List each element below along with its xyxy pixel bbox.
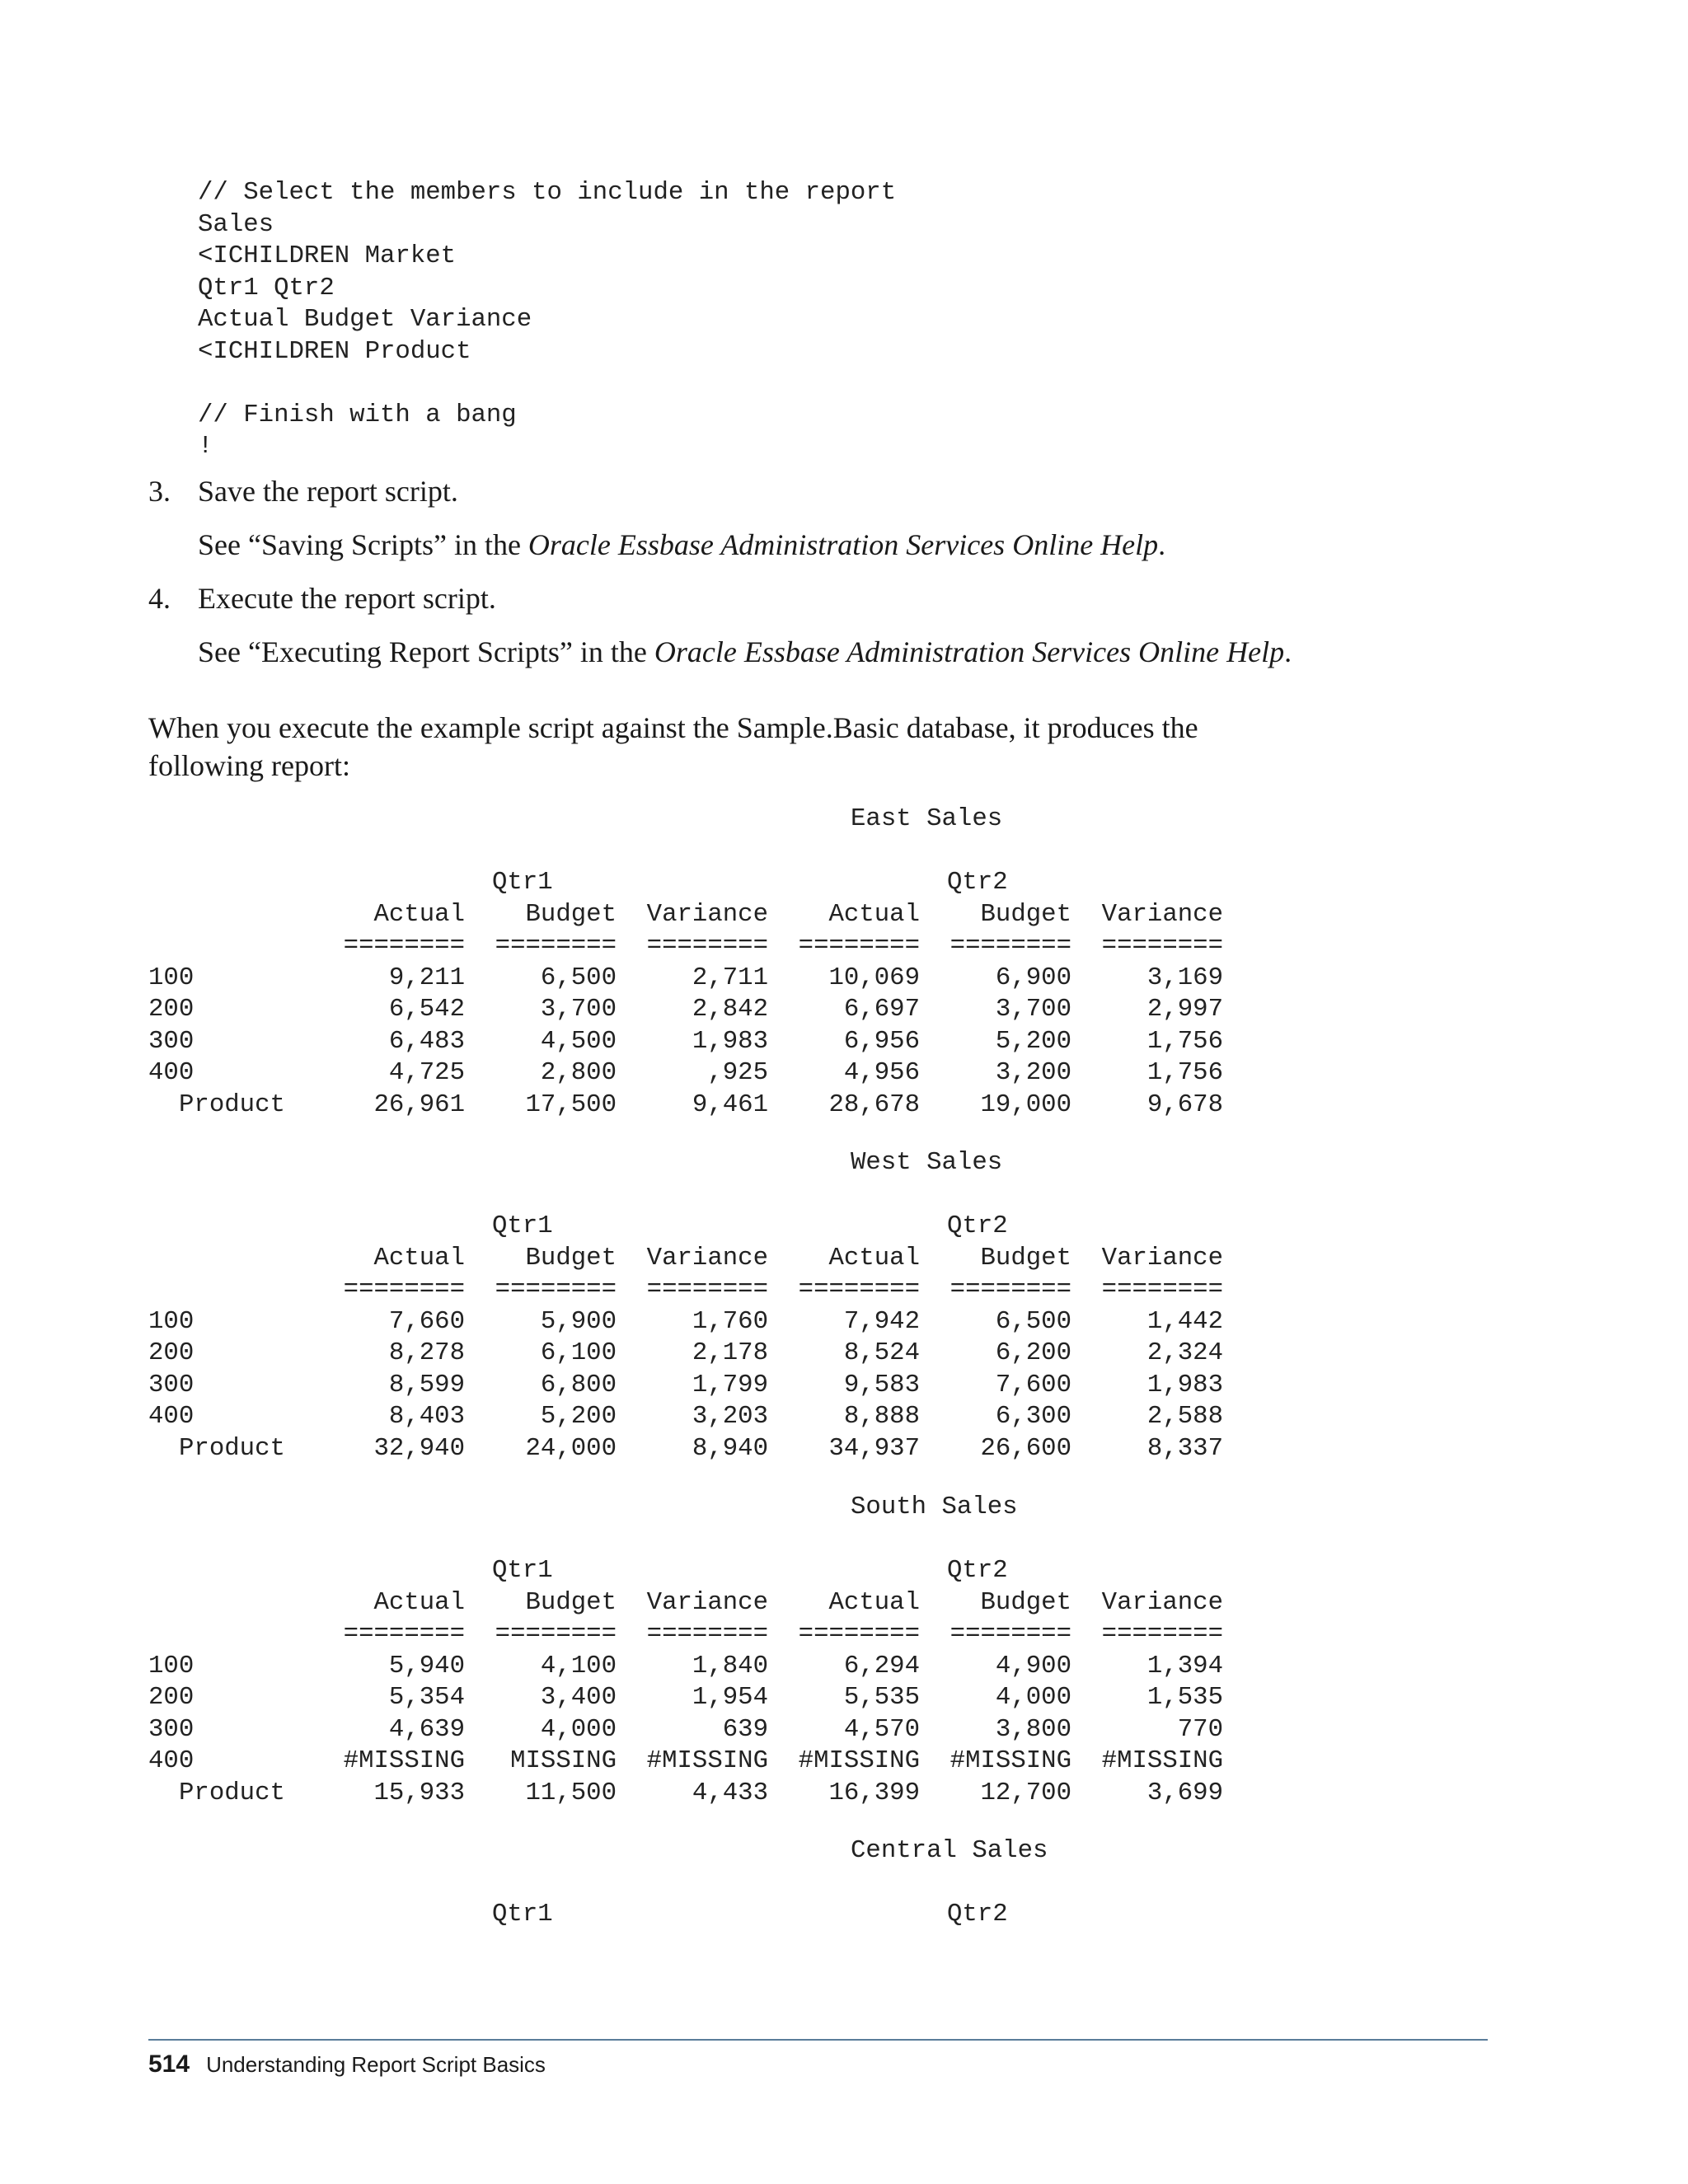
table-cell: 2,842 <box>692 995 768 1024</box>
table-cell: 6,483 <box>388 1026 465 1056</box>
table-cell: 6,500 <box>995 1306 1071 1336</box>
page-footer <box>148 2050 546 2079</box>
row-label: 400 <box>148 1746 195 1775</box>
table-cell: 9,211 <box>388 963 465 992</box>
row-label: Product <box>179 1090 285 1119</box>
row-label: 200 <box>148 1338 195 1367</box>
table-cell: 5,940 <box>388 1651 465 1680</box>
table-cell: 4,433 <box>692 1778 768 1807</box>
blank-cell <box>148 930 313 963</box>
table-cell: 1,983 <box>692 1026 768 1056</box>
row-label: 300 <box>148 1370 195 1399</box>
row-label: 300 <box>148 1714 195 1744</box>
step-3-number: 3. <box>148 475 171 508</box>
table-cell: 8,888 <box>843 1402 920 1431</box>
table-row <box>148 1057 1223 1090</box>
table-cell: 5,354 <box>388 1683 465 1712</box>
separator: ======== <box>646 1275 768 1304</box>
row-label: Product <box>179 1778 285 1807</box>
table-cell: 2,997 <box>1146 995 1223 1024</box>
spacer-cell <box>148 1524 1223 1556</box>
section-title: Central Sales <box>851 1836 1048 1865</box>
table-cell: 7,600 <box>995 1370 1071 1399</box>
separator: ======== <box>950 1619 1071 1648</box>
table-cell: #MISSING <box>343 1746 465 1775</box>
column-header: Variance <box>1101 1587 1223 1617</box>
section-title-row <box>148 1492 1223 1524</box>
spacer-row <box>148 836 1223 868</box>
separator: ======== <box>343 1619 465 1648</box>
table-cell: 9,461 <box>692 1090 768 1119</box>
table-cell: 5,200 <box>995 1026 1071 1056</box>
table-cell: 1,799 <box>692 1370 768 1399</box>
quarter-label: Qtr1 <box>492 868 553 897</box>
column-header: Budget <box>525 1587 617 1617</box>
table-cell: 1,442 <box>1146 1306 1223 1336</box>
blank-cell <box>313 1211 465 1243</box>
column-header-row <box>148 1243 1223 1275</box>
section-title: East Sales <box>851 804 1003 833</box>
table-cell: 6,200 <box>995 1338 1071 1367</box>
table-row <box>148 1401 1223 1433</box>
see-prefix: See “Saving Scripts” in the <box>198 528 528 561</box>
table-cell: 1,756 <box>1146 1026 1223 1056</box>
blank-cell <box>313 1555 465 1587</box>
table-cell: 3,400 <box>540 1683 617 1712</box>
table-row <box>148 1778 1223 1810</box>
table-cell: 3,699 <box>1146 1778 1223 1807</box>
blank-cell <box>148 1835 313 1868</box>
row-label: 200 <box>148 1683 195 1712</box>
code-listing <box>198 177 896 463</box>
row-label: 200 <box>148 995 195 1024</box>
table-row <box>148 1090 1223 1122</box>
step-4-text: Execute the report script. <box>198 582 496 615</box>
column-header: Actual <box>828 1587 920 1617</box>
table-cell: 4,900 <box>995 1651 1071 1680</box>
table-cell: #MISSING <box>798 1746 920 1775</box>
report-section-east-sales <box>148 804 1223 1121</box>
separator: ======== <box>495 931 617 960</box>
table-cell: 4,725 <box>388 1058 465 1087</box>
table-cell: 4,956 <box>843 1058 920 1087</box>
table-cell: 7,660 <box>388 1306 465 1336</box>
separator: ======== <box>798 1275 920 1304</box>
blank-cell <box>148 1619 313 1651</box>
table-row <box>148 963 1223 995</box>
report-section-central-sales <box>148 1835 1223 1931</box>
footer-title: Understanding Report Script Basics <box>206 2052 546 2077</box>
separator: ======== <box>950 931 1071 960</box>
table-cell: 12,700 <box>980 1778 1071 1807</box>
table-cell: 6,542 <box>388 995 465 1024</box>
table-cell: 24,000 <box>525 1433 617 1463</box>
row-label: 300 <box>148 1026 195 1056</box>
spacer-cell <box>148 1868 1223 1900</box>
code-line: Sales <box>198 209 274 239</box>
see-suffix: . <box>1158 528 1166 561</box>
blank-cell <box>313 867 465 899</box>
table-cell: #MISSING <box>950 1746 1071 1775</box>
code-line: Actual Budget Variance <box>198 305 532 334</box>
spacer-row <box>148 1868 1223 1900</box>
separator: ======== <box>950 1275 1071 1304</box>
separator: ======== <box>1101 1619 1223 1648</box>
blank-cell <box>617 867 768 899</box>
blank-cell <box>148 1555 313 1587</box>
table-cell: 26,600 <box>980 1433 1071 1463</box>
blank-cell <box>768 1555 920 1587</box>
row-label: 400 <box>148 1058 195 1087</box>
table-cell: 4,570 <box>843 1714 920 1744</box>
table-cell: 6,500 <box>540 963 617 992</box>
see-suffix: . <box>1284 635 1292 668</box>
table-row <box>148 1746 1223 1778</box>
separator-row <box>148 1619 1223 1651</box>
table-cell: 3,200 <box>995 1058 1071 1087</box>
quarter-header-row <box>148 1211 1223 1243</box>
column-header: Variance <box>1101 899 1223 929</box>
blank-cell <box>617 1555 768 1587</box>
table-cell: 639 <box>722 1714 768 1744</box>
quarter-label: Qtr2 <box>947 1900 1008 1929</box>
quarter-header-row <box>148 1555 1223 1587</box>
quarter-header-row <box>148 867 1223 899</box>
table-cell: 4,100 <box>540 1651 617 1680</box>
column-header: Budget <box>525 1243 617 1272</box>
separator: ======== <box>646 1619 768 1648</box>
separator: ======== <box>343 1275 465 1304</box>
table-row <box>148 1682 1223 1714</box>
table-cell: 3,203 <box>692 1402 768 1431</box>
code-line: Qtr1 Qtr2 <box>198 273 335 302</box>
table-cell: 7,942 <box>843 1306 920 1336</box>
table-cell: 8,599 <box>388 1370 465 1399</box>
blank-cell <box>1071 867 1223 899</box>
table-cell: 2,711 <box>692 963 768 992</box>
report-section-south-sales <box>148 1492 1223 1809</box>
code-line: // Finish with a bang <box>198 400 517 429</box>
blank-cell <box>617 1211 768 1243</box>
table-cell: 8,940 <box>692 1433 768 1463</box>
code-line: ! <box>198 432 213 461</box>
column-header: Budget <box>980 1243 1071 1272</box>
spacer-row <box>148 1179 1223 1212</box>
column-header: Budget <box>525 899 617 929</box>
table-cell: 11,500 <box>525 1778 617 1807</box>
table-cell: 1,954 <box>692 1683 768 1712</box>
table-cell: 2,324 <box>1146 1338 1223 1367</box>
help-title: Oracle Essbase Administration Services Online Help <box>528 528 1159 561</box>
table-cell: #MISSING <box>646 1746 768 1775</box>
separator: ======== <box>798 1619 920 1648</box>
section-title-row <box>148 804 1223 836</box>
table-cell: 9,678 <box>1146 1090 1223 1119</box>
help-title: Oracle Essbase Administration Services Online Help <box>654 635 1285 668</box>
separator: ======== <box>1101 1275 1223 1304</box>
table-cell: 1,394 <box>1146 1651 1223 1680</box>
code-line: <ICHILDREN Product <box>198 336 471 366</box>
table-cell: 2,800 <box>540 1058 617 1087</box>
table-cell: 6,100 <box>540 1338 617 1367</box>
table-row <box>148 1433 1223 1465</box>
footer-rule <box>148 2039 1488 2041</box>
table-cell: 1,983 <box>1146 1370 1223 1399</box>
separator: ======== <box>646 931 768 960</box>
blank-cell <box>1071 1555 1223 1587</box>
code-line: // Select the members to include in the report <box>198 178 897 207</box>
separator: ======== <box>798 931 920 960</box>
separator: ======== <box>495 1619 617 1648</box>
table-cell: 3,700 <box>540 995 617 1024</box>
quarter-label: Qtr1 <box>492 1212 553 1240</box>
blank-cell <box>148 1587 313 1619</box>
table-cell: 1,840 <box>692 1651 768 1680</box>
table-cell: #MISSING <box>1101 1746 1223 1775</box>
separator: ======== <box>1101 931 1223 960</box>
column-header: Budget <box>980 1587 1071 1617</box>
report-section-west-sales <box>148 1147 1223 1465</box>
table-cell: 2,178 <box>692 1338 768 1367</box>
blank-cell <box>313 1899 465 1931</box>
table-cell: 1,535 <box>1146 1683 1223 1712</box>
table-row <box>148 1026 1223 1058</box>
table-cell: 1,760 <box>692 1306 768 1336</box>
step-3-text: Save the report script. <box>198 475 458 508</box>
column-header-row <box>148 899 1223 931</box>
column-header: Variance <box>646 1587 768 1617</box>
table-cell: 6,900 <box>995 963 1071 992</box>
code-line: <ICHILDREN Market <box>198 241 457 270</box>
row-label: Product <box>179 1433 285 1463</box>
step-4-number: 4. <box>148 582 171 615</box>
table-cell: 6,697 <box>843 995 920 1024</box>
blank-cell <box>1071 1899 1223 1931</box>
table-row <box>148 1714 1223 1746</box>
table-cell: 2,588 <box>1146 1402 1223 1431</box>
section-title-row <box>148 1147 1223 1179</box>
table-cell: 19,000 <box>980 1090 1071 1119</box>
table-cell: 6,956 <box>843 1026 920 1056</box>
table-row <box>148 1306 1223 1338</box>
column-header: Actual <box>373 899 465 929</box>
table-row <box>148 1651 1223 1683</box>
blank-cell <box>148 899 313 931</box>
column-header: Actual <box>828 1243 920 1272</box>
step-3-see-reference <box>198 527 1165 562</box>
table-row <box>148 1338 1223 1370</box>
column-header: Variance <box>1101 1243 1223 1272</box>
table-cell: 770 <box>1177 1714 1223 1744</box>
quarter-label: Qtr1 <box>492 1556 553 1585</box>
table-row <box>148 1370 1223 1402</box>
table-cell: 1,756 <box>1146 1058 1223 1087</box>
blank-cell <box>768 867 920 899</box>
separator: ======== <box>343 931 465 960</box>
page-number: 514 <box>148 2050 190 2078</box>
table-cell: 4,000 <box>995 1683 1071 1712</box>
row-label: 100 <box>148 1651 195 1680</box>
blank-cell <box>148 1492 313 1524</box>
row-label: 100 <box>148 1306 195 1336</box>
blank-cell <box>148 867 313 899</box>
quarter-label: Qtr2 <box>947 1556 1008 1585</box>
column-header: Variance <box>646 1243 768 1272</box>
spacer-row <box>148 1524 1223 1556</box>
intro-line-2: following report: <box>148 749 350 782</box>
quarter-label: Qtr2 <box>947 868 1008 897</box>
table-cell: 8,337 <box>1146 1433 1223 1463</box>
table-cell: 5,900 <box>540 1306 617 1336</box>
column-header: Actual <box>373 1243 465 1272</box>
row-label: 100 <box>148 963 195 992</box>
table-cell: 6,294 <box>843 1651 920 1680</box>
section-title: West Sales <box>851 1148 1003 1177</box>
quarter-label: Qtr1 <box>492 1900 553 1929</box>
table-cell: 4,500 <box>540 1026 617 1056</box>
table-cell: 3,800 <box>995 1714 1071 1744</box>
blank-cell <box>768 1211 920 1243</box>
column-header: Actual <box>373 1587 465 1617</box>
table-cell: 6,800 <box>540 1370 617 1399</box>
blank-cell <box>768 1899 920 1931</box>
table-cell: MISSING <box>510 1746 617 1775</box>
table-cell: 8,278 <box>388 1338 465 1367</box>
table-cell: 3,169 <box>1146 963 1223 992</box>
blank-cell <box>148 1211 313 1243</box>
blank-cell <box>1071 1211 1223 1243</box>
blank-cell <box>148 1274 313 1306</box>
blank-cell <box>148 804 313 836</box>
row-label: 400 <box>148 1402 195 1431</box>
see-prefix: See “Executing Report Scripts” in the <box>198 635 654 668</box>
table-cell: 17,500 <box>525 1090 617 1119</box>
section-title-row <box>148 1835 1223 1868</box>
quarter-header-row <box>148 1899 1223 1931</box>
table-cell: 16,399 <box>828 1778 920 1807</box>
table-cell: 15,933 <box>373 1778 465 1807</box>
table-row <box>148 994 1223 1026</box>
column-header: Variance <box>646 899 768 929</box>
column-header: Budget <box>980 899 1071 929</box>
spacer-cell <box>148 1179 1223 1212</box>
column-header: Actual <box>828 899 920 929</box>
column-header-row <box>148 1587 1223 1619</box>
intro-line-1: When you execute the example script against the Sample.Basic database, it produces the <box>148 711 1198 744</box>
table-cell: 5,535 <box>843 1683 920 1712</box>
table-cell: 5,200 <box>540 1402 617 1431</box>
separator-row <box>148 1274 1223 1306</box>
table-cell: 28,678 <box>828 1090 920 1119</box>
step-4-see-reference <box>198 635 1292 669</box>
table-cell: 3,700 <box>995 995 1071 1024</box>
table-cell: 4,000 <box>540 1714 617 1744</box>
table-cell: 34,937 <box>828 1433 920 1463</box>
quarter-label: Qtr2 <box>947 1212 1008 1240</box>
separator: ======== <box>495 1275 617 1304</box>
spacer-cell <box>148 836 1223 868</box>
table-cell: 32,940 <box>373 1433 465 1463</box>
table-cell: 26,961 <box>373 1090 465 1119</box>
table-cell: 9,583 <box>843 1370 920 1399</box>
table-cell: 8,524 <box>843 1338 920 1367</box>
blank-cell <box>148 1899 313 1931</box>
blank-cell <box>617 1899 768 1931</box>
section-title: South Sales <box>851 1493 1018 1521</box>
table-cell: 4,639 <box>388 1714 465 1744</box>
table-cell: 8,403 <box>388 1402 465 1431</box>
separator-row <box>148 930 1223 963</box>
table-cell: 10,069 <box>828 963 920 992</box>
blank-cell <box>148 1147 313 1179</box>
blank-cell <box>148 1243 313 1275</box>
table-cell: 6,300 <box>995 1402 1071 1431</box>
table-cell: ,925 <box>707 1058 768 1087</box>
